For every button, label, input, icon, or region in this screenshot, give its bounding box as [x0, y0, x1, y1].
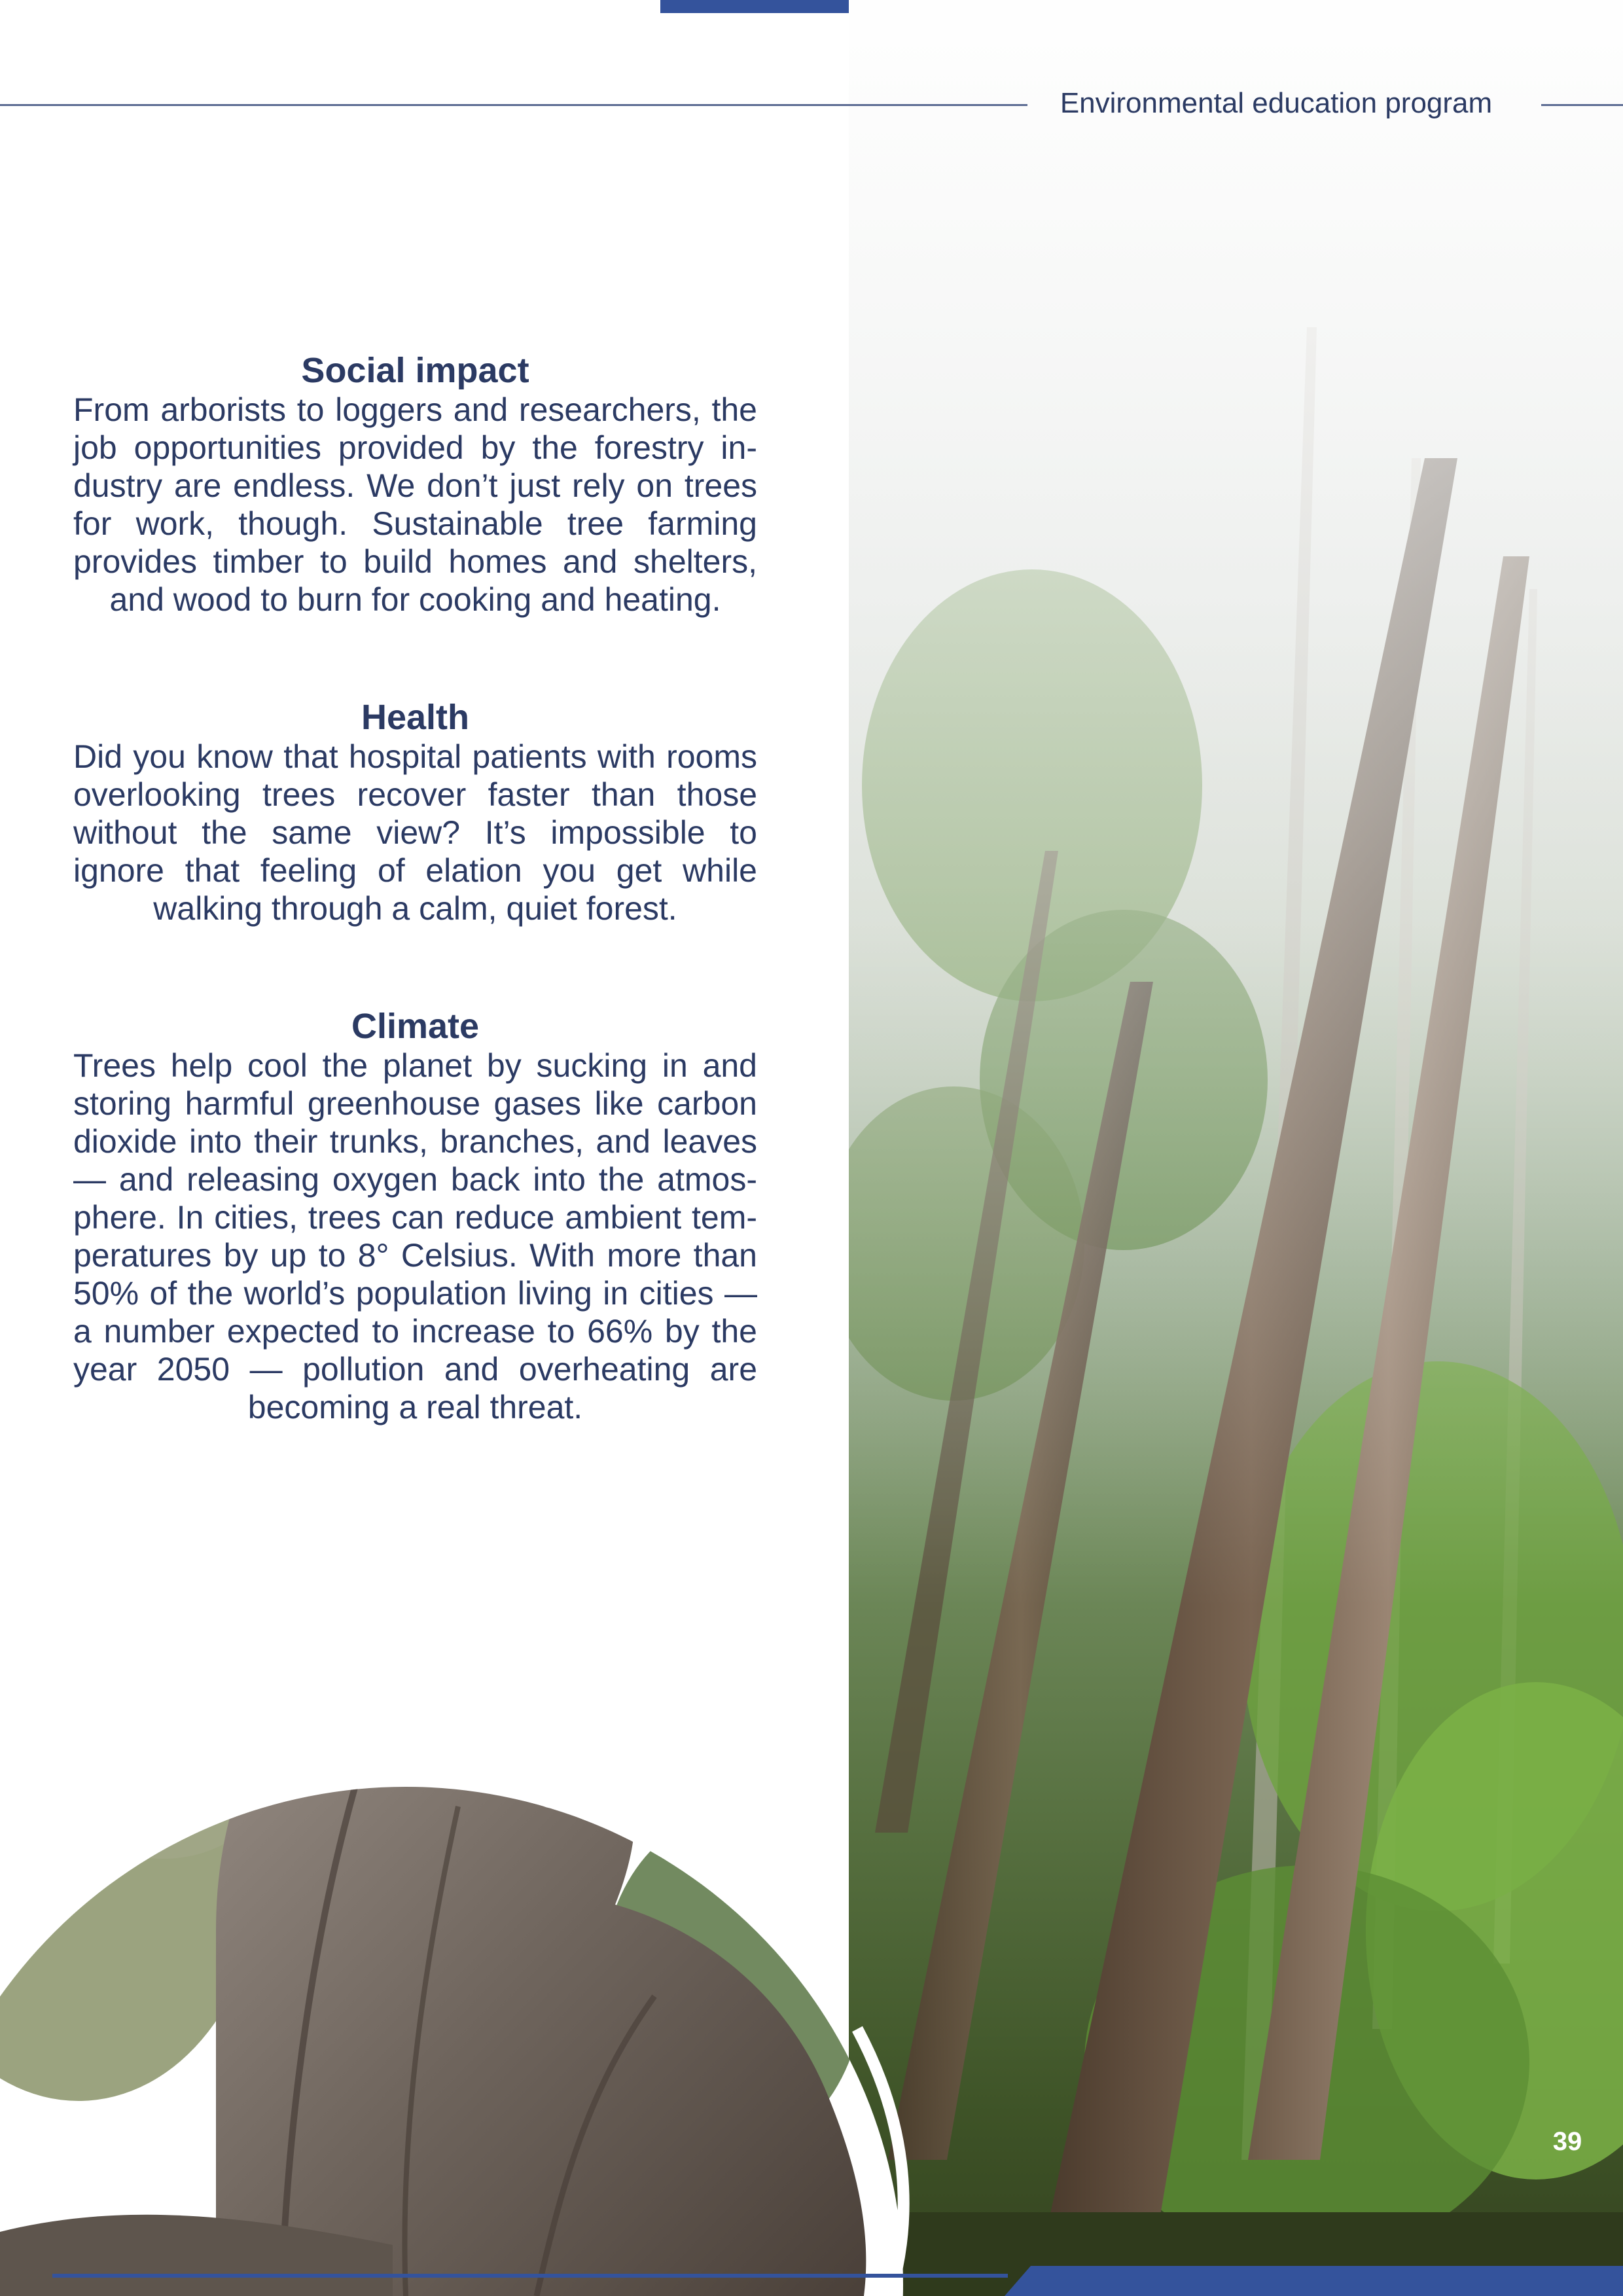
header-rule-right	[1541, 104, 1623, 106]
redwood-forest-photo	[849, 0, 1623, 2296]
section-health	[73, 697, 757, 927]
section-climate	[73, 1006, 757, 1426]
weathered-tree-stump-photo	[0, 1590, 916, 2296]
section-social-impact	[73, 350, 757, 619]
footer-accent-band	[1005, 2266, 1623, 2296]
section-body: Trees help cool the planet by sucking in and storing harmful greenhouse gases like carbon dioxide into their trunks, branches, and leaves — and releasing oxygen back into the atmosphere. In cities, trees can reduce ambient temperatures by up to 8° Celsius. With more than 50% of the world’s population living in cities — a number expected to increase to 66% by the year 2050 — pollution and overheating are becoming a real threat.	[73, 1047, 757, 1426]
page-number: 39	[1552, 2127, 1582, 2156]
main-content	[73, 350, 757, 1505]
section-heading: Climate	[351, 1007, 480, 1046]
section-heading: Health	[361, 698, 470, 737]
forest-illustration	[849, 0, 1623, 2296]
stump-illustration	[0, 1590, 916, 2296]
footer-rule	[52, 2274, 1008, 2278]
header-title: Environmental education program	[1060, 87, 1493, 119]
section-heading: Social impact	[301, 351, 529, 390]
header-rule-left	[0, 104, 1027, 106]
section-body: Did you know that hospital patients with rooms overlooking trees recover faster than those without the same view? It’s impossible to ignore that feeling of elation you get while walking through a calm, quiet forest.	[73, 738, 757, 927]
section-body: From arborists to loggers and researchers, the job opportunities provided by the forestry industry are endless. We don’t just rely on trees for work, though. Sustainable tree farming provides timber to build homes and shelters, and wood to burn for cooking and heating.	[73, 391, 757, 618]
